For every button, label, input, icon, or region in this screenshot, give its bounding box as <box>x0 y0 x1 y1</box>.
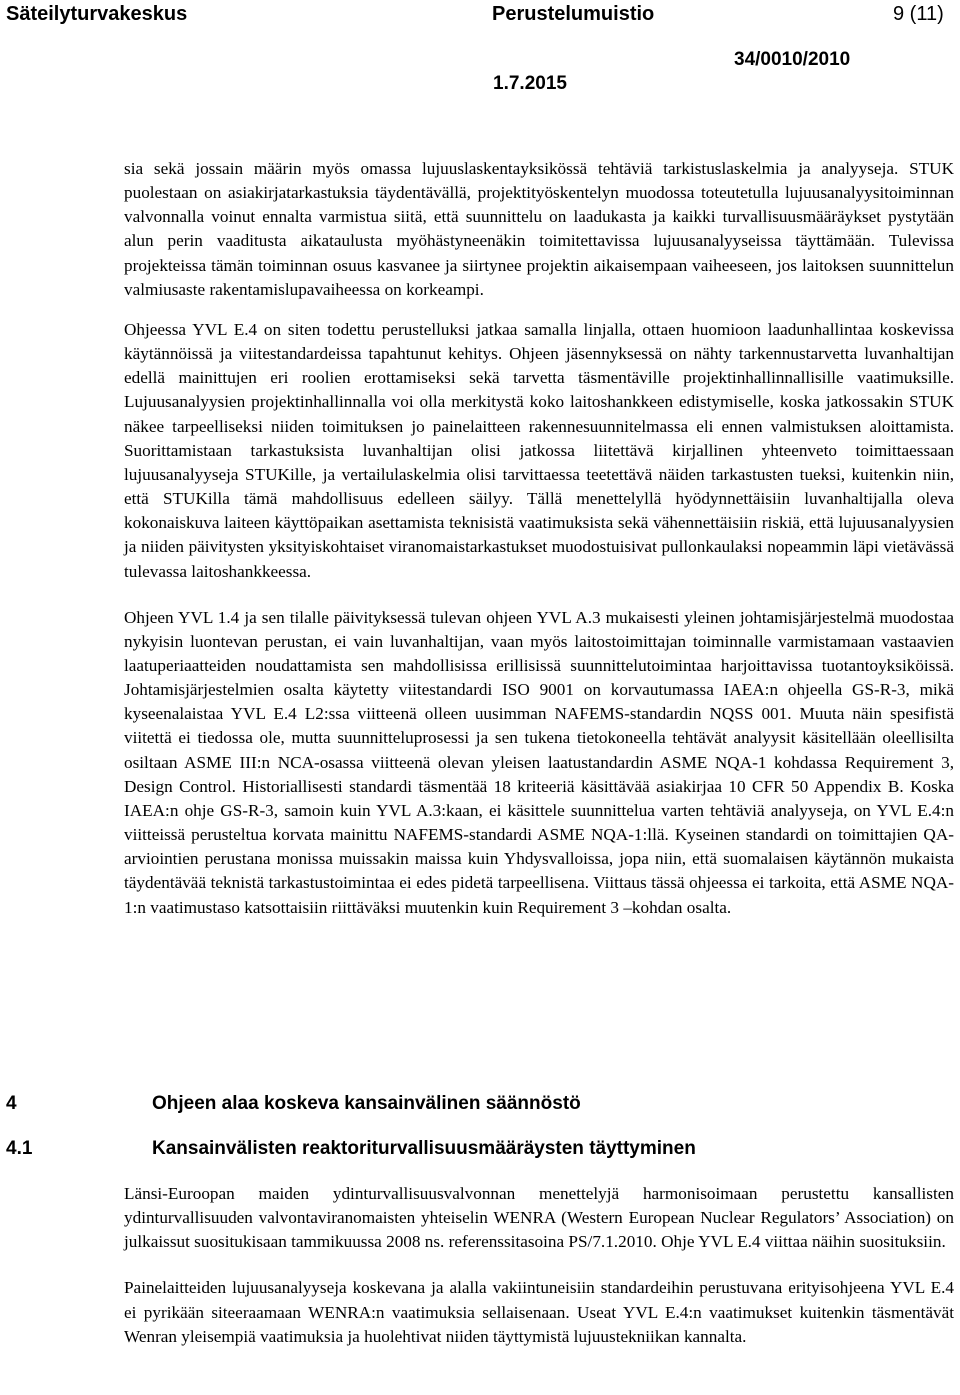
paragraph-review-practice: sia sekä jossain määrin myös omassa lujuuslaskentayksikössä tehtäviä tarkistuslaskelmia ja analyyseja. STUK puolestaan on asiakirjatarkastuksia täydentävällä, projektityöskentelyn muodossa toteutetulla lujuusanalyysitoiminnan valvonnalla voinut ennalta varmistua siitä, että suunnittelu on laadukasta ja kaikki turvallisuusmääräykset pystytään alun perin vaaditusta aikataulusta myöhästyneenäkin toimitettavissa lujuusanalyyseissa täyttämään. Tulevissa projekteissa tämän toiminnan osuus kasvanee ja siirtynee projektin aikaisempaan vaiheeseen, jos laitoksen suunnittelun valmiusaste rakentamislupavaiheessa on korkeampi. <box>124 159 954 299</box>
section-title: Kansainvälisten reaktoriturvallisuusmääräysten täyttyminen <box>152 1138 696 1159</box>
paragraph-wenra-requirements: Painelaitteiden lujuusanalyyseja koskevana ja alalla vakiintuneisiin standardeihin perustuvana erityisohjeena YVL E.4 ei pyrikään siteeraamaan WENRA:n vaatimuksia sellaisenaan. Useat YVL E.4:n vaatimukset kuitenkin täsmentävät Wenran yleisempiä vaatimuksia ja huolehtivat niiden täyttymistä lujuustekniikan kannalta. <box>124 1278 954 1346</box>
section-heading-4 <box>6 1092 581 1116</box>
body-text-top <box>124 157 954 920</box>
paragraph-wenra: Länsi-Euroopan maiden ydinturvallisuusvalvonnan menettelyjä harmonisoimaan perustettu kansallisten ydinturvallisuuden valvontaviranomaisten yhteiselin WENRA (Western European Nuclear Regulators’ Association) on julkaissut suositukisaan tammikuussa 2008 ns. referenssitasoina PS/7.1.2010. Ohje YVL E.4 viittaa näihin suosituksiin. <box>124 1184 954 1252</box>
document-date: 1.7.2015 <box>493 73 567 94</box>
section-heading-4-1 <box>6 1137 696 1161</box>
section-number: 4 <box>6 1093 17 1114</box>
section-number: 4.1 <box>6 1138 33 1159</box>
organization-name: Säteilyturvakeskus <box>6 3 188 25</box>
paragraph-management-system: Ohjeen YVL 1.4 ja sen tilalle päivityksessä tulevan ohjeen YVL A.3 mukaisesti yleinen johtamisjärjestelmä muodostaa nykyisin luontevan perustan, ei vain luvanhaltijan, vaan myös laitostoimittajan toiminnalle varmistamaan vastaavien laatuperiaatteiden noudattamista sen mahdollisissa erillisissä suunnittelutoimintaa harjoittavissa tuotantoyksiköissä. Johtamisjärjestelmien osalta käytetty viitestandardi ISO 9001 on korvautumassa IAEA:n ohjeella GS-R-3, mikä kyseenalaistaa YVL E.4 L2:ssa viitteenä olleen uusimman NAFEMS-standardin NQSS 001. Muuta näin spesifistä viitettä ei tiedossa ole, mutta suunnitteluprosessi ja sen tukena tietokoneella tehtävät analyysit käsitellään oleellisilta osiltaan ASME III:n NCA-osassa viitteenä olevan yleisen laatustandardin ASME NQA-1 kohdassa Requirement 3, Design Control. Historiallisesti standardi täsmentää 18 kriteeriä käsittävää asiakirjaa 10 CFR 50 Appendix B. Koska IAEA:n ohje GS-R-3, samoin kuin YVL A.3:kaan, ei käsittele suunnittelua varten tehtäviä analyyseja, on YVL E.4:n viitteissä perusteltua korvata mainittu NAFEMS-standardi ASME NQA-1:llä. Kyseinen standardi on toimittajien QA-arviointien perustana monissa muissakin maissa kuin Yhdysvalloissa, jopa niin, että suomalaisen käytännön mukaista täydentävää teknistä tarkastustoimintaa ei edes pidetä tarpeellisena. Viittaus tässä ohjeessa ei tarkoita, että ASME NQA-1:n vaatimustaso katsottaisiin riittäväksi muutenkin kuin Requirement 3 –kohdan osalta. <box>124 607 954 917</box>
paragraph-yvl-e4-rationale: Ohjeessa YVL E.4 on siten todettu perustelluksi jatkaa samalla linjalla, ottaen huomioon laadunhallintaa koskevissa käytännöissä ja viitestandardeissa tapahtunut kehitys. Ohjeen jäsennyksessä on nähty tarkennustarvetta luvanhaltijan edellä mainittujen eri roolien erottamiseksi sekä tarvetta täsmentäville projektinhallinnallisille vaatimuksille. Lujuusanalyysien projektinhallinnalla voi olla merkitystä koko laitoshankkeen edistymiselle, koska jatkossakin STUK näkee tarpeelliseksi niiden toimituksen jo painelaitteen rakennesuunnitelmassa eli ennen valmistuksen aloittamista. Suorittamistaan tarkastuksista luvanhaltijan olisi jatkossa liitettävä kirjallinen yhteenveto toimittaessaan lujuusanalyyseja STUKille, ja vertailulaskelmia olisi tarvittaessa teetettävä näiden tarkastusten tueksi, kuitenkin niin, että STUKilla tämä mahdollisuus edelleen säilyy. Tällä menettelyllä hyödynnettäisiin luvanhaltijalla oleva kokonaiskuva laiteen käyttöpaikan asettamista teknisistä vaatimuksista sekä vähennettäisiin riskiä, että lujuusanalyysien ja niiden päivitysten yksityiskohtaiset viranomaistarkastukset muodostuisivat pullonkaulaksi nopeammin läpi vietävässä tulevassa laitoshankkeessa. <box>124 319 954 581</box>
document-type: Perustelumuistio <box>492 3 655 25</box>
page-number: 9 (11) <box>893 3 944 25</box>
page-header <box>0 0 960 100</box>
section-title: Ohjeen alaa koskeva kansainvälinen säännöstö <box>152 1093 581 1114</box>
document-reference: 34/0010/2010 <box>734 49 851 70</box>
body-text-bottom <box>124 1182 954 1349</box>
